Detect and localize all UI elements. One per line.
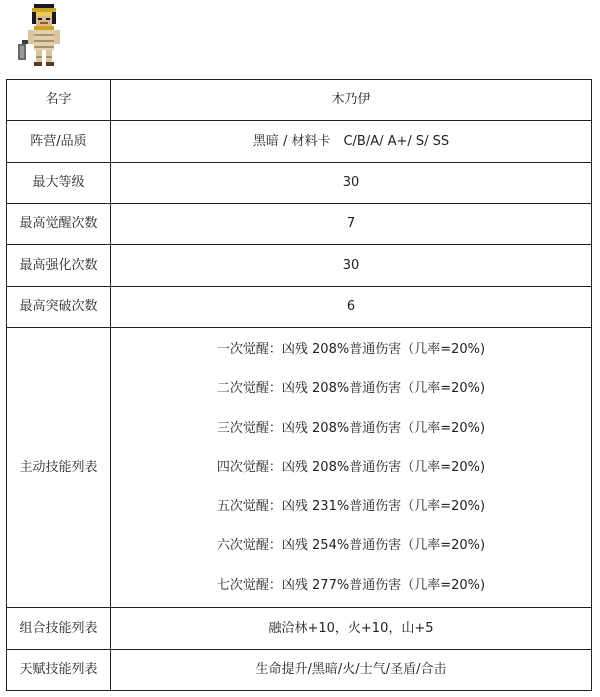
skill-line: 一次觉醒：凶残 208%普通伤害（几率=20%) <box>216 342 486 357</box>
value-max-awaken: 7 <box>111 204 592 245</box>
skill-line: 五次觉醒：凶残 231%普通伤害（几率=20%) <box>216 499 486 515</box>
mummy-pixel-avatar-icon <box>18 4 70 68</box>
label-talent-skills: 天赋技能列表 <box>7 650 111 691</box>
label-max-breakthrough: 最高突破次数 <box>7 287 111 328</box>
value-talent-skills: 生命提升/黑暗/火/士气/圣盾/合击 <box>111 650 592 691</box>
table-row-active-skills <box>7 328 592 608</box>
skill-line: 七次觉醒：凶残 277%普通伤害（几率=20%) <box>216 577 486 593</box>
skill-line: 二次觉醒：凶残 208%普通伤害（几率=20%) <box>216 381 486 397</box>
table-row-combo-skills <box>7 608 592 650</box>
table-row-max-enhance <box>7 245 592 287</box>
label-combo-skills: 组合技能列表 <box>7 608 111 650</box>
skill-line: 三次觉醒：凶残 208%普通伤害（几率=20%) <box>216 420 486 436</box>
table-row-max-level <box>7 163 592 204</box>
table-row-camp-quality <box>7 121 592 163</box>
label-active-skills: 主动技能列表 <box>7 328 111 608</box>
table-row-max-breakthrough <box>7 287 592 328</box>
value-max-level: 30 <box>111 163 592 204</box>
character-info-table <box>6 79 592 691</box>
table-row-name <box>7 80 592 121</box>
label-max-awaken: 最高觉醒次数 <box>7 204 111 245</box>
label-name: 名字 <box>7 80 111 121</box>
value-camp-quality: 黑暗 / 材料卡 C/B/A/ A+/ S/ SS <box>111 121 592 163</box>
table-row-max-awaken <box>7 204 592 245</box>
value-active-skills <box>111 328 592 608</box>
value-combo-skills: 融洽林+10，火+10，山+5 <box>111 608 592 650</box>
label-max-enhance: 最高强化次数 <box>7 245 111 287</box>
label-camp-quality: 阵营/品质 <box>7 121 111 163</box>
skill-line: 六次觉醒：凶残 254%普通伤害（几率=20%) <box>216 538 486 554</box>
value-name: 木乃伊 <box>111 80 592 121</box>
label-max-level: 最大等级 <box>7 163 111 204</box>
value-max-breakthrough: 6 <box>111 287 592 328</box>
value-max-enhance: 30 <box>111 245 592 287</box>
table-row-talent-skills <box>7 650 592 691</box>
skill-line: 四次觉醒：凶残 208%普通伤害（几率=20%) <box>216 459 486 475</box>
